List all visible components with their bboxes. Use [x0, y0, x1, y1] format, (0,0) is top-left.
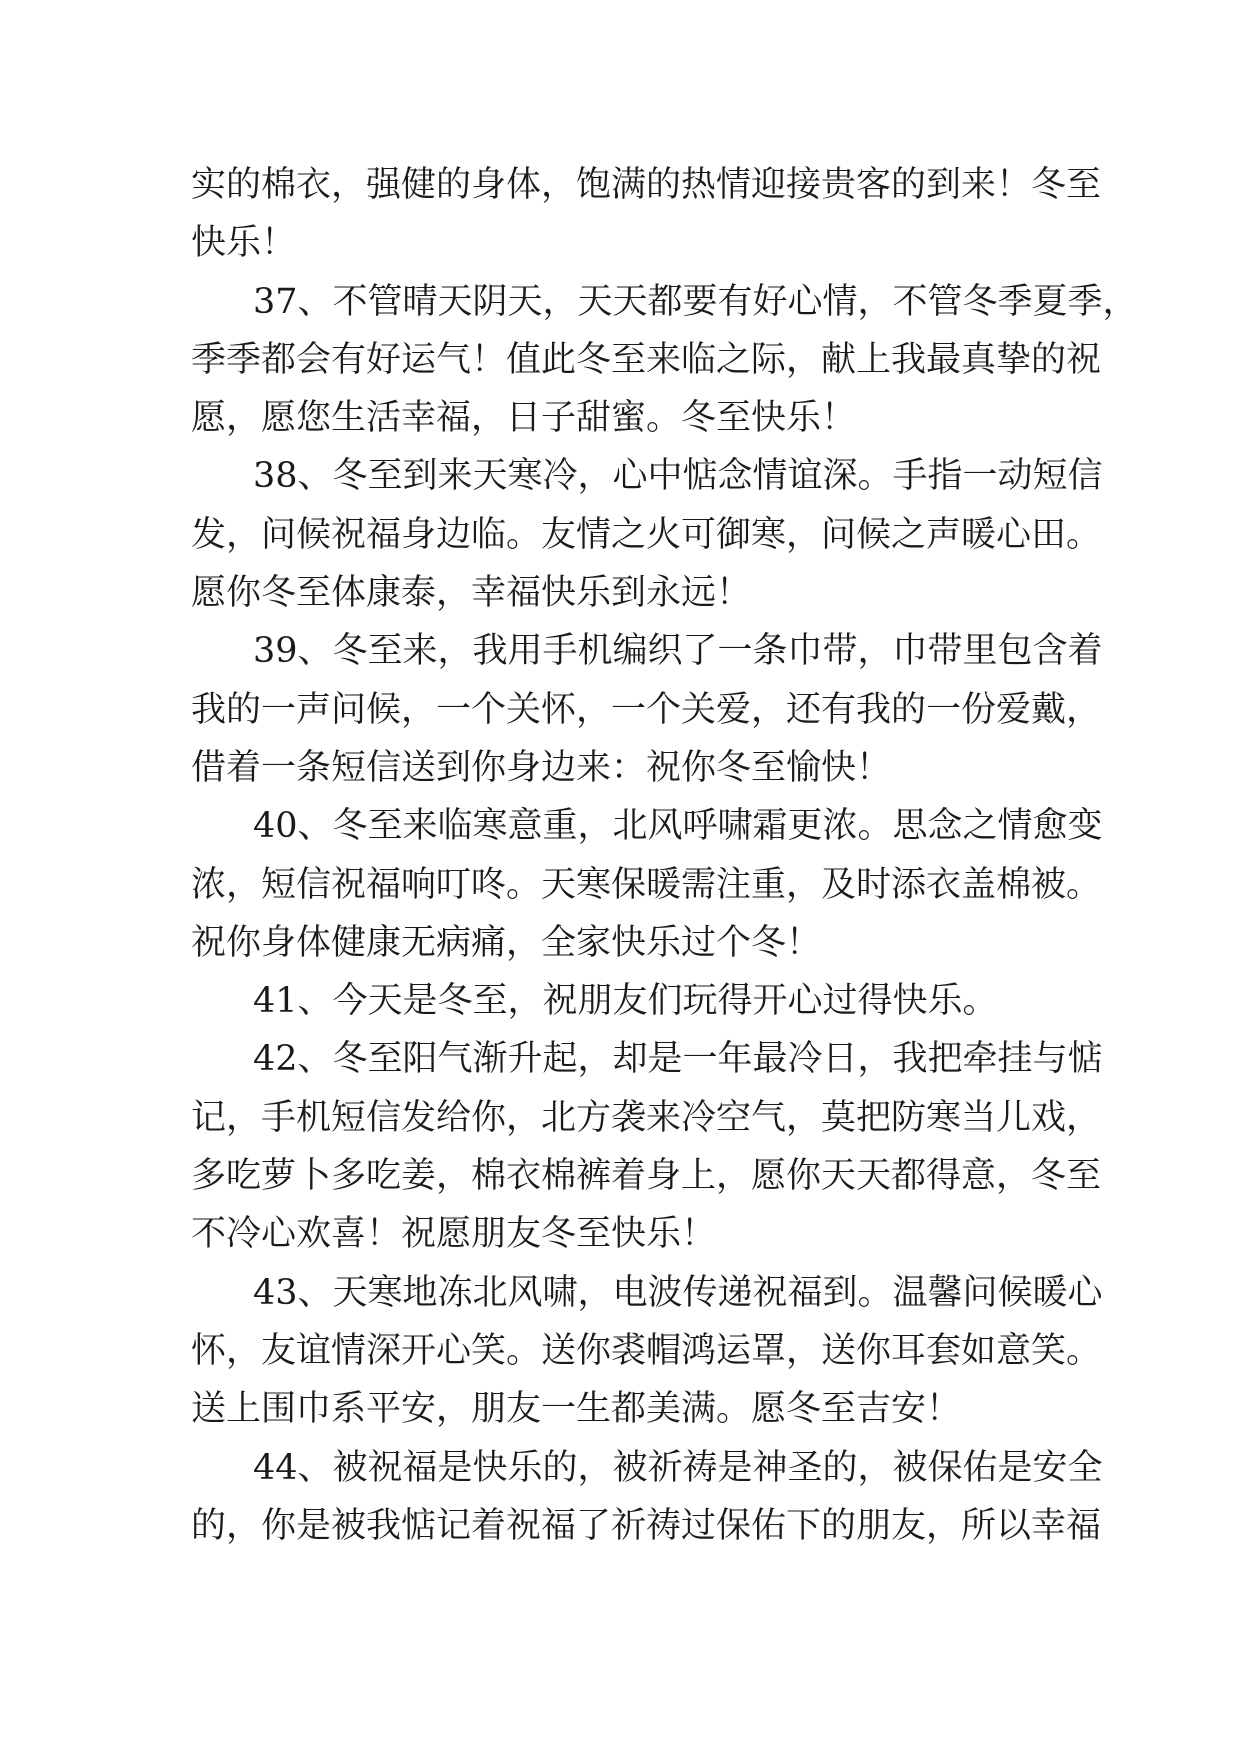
- paragraph-44-start: 44、被祝福是快乐的，被祈祷是神圣的，被保佑是安全: [253, 1447, 1103, 1488]
- body-text: [191, 156, 1138, 1555]
- text-line: 愿，愿您生活幸福，日子甜蜜。冬至快乐！: [191, 398, 857, 439]
- paragraph-41: 41、今天是冬至，祝朋友们玩得开心过得快乐。: [253, 981, 998, 1022]
- text-line: 不冷心欢喜！祝愿朋友冬至快乐！: [191, 1214, 717, 1255]
- text-line: 记，手机短信发给你，北方袭来冷空气，莫把防寒当儿戏，: [191, 1097, 1102, 1138]
- paragraph-39-start: 39、冬至来，我用手机编织了一条巾带，巾带里包含着: [253, 631, 1103, 672]
- text-line: 怀，友谊情深开心笑。送你裘帽鸿运罩，送你耳套如意笑。: [191, 1330, 1102, 1371]
- text-line: 我的一声问候，一个关怀，一个关爱，还有我的一份爱戴，: [191, 689, 1102, 730]
- text-line: 祝你身体健康无病痛，全家快乐过个冬！: [191, 922, 822, 963]
- text-line: 发，问候祝福身边临。友情之火可御寒，问候之声暖心田。: [191, 514, 1102, 555]
- text-line: 快乐！: [191, 223, 297, 264]
- text-line: 浓，短信祝福响叮咚。天寒保暖需注重，及时添衣盖棉被。: [191, 864, 1102, 905]
- paragraph-42-start: 42、冬至阳气渐升起，却是一年最冷日，我把牵挂与惦: [253, 1039, 1103, 1080]
- text-line: 愿你冬至体康泰，幸福快乐到永远！: [191, 573, 752, 614]
- text-line: 的，你是被我惦记着祝福了祈祷过保佑下的朋友，所以幸福: [191, 1505, 1102, 1546]
- text-line: 送上围巾系平安，朋友一生都美满。愿冬至吉安！: [191, 1389, 962, 1430]
- paragraph-38-start: 38、冬至到来天寒冷，心中惦念情谊深。手指一动短信: [253, 456, 1103, 497]
- text-line: 借着一条短信送到你身边来：祝你冬至愉快！: [191, 747, 892, 788]
- text-line: 季季都会有好运气！值此冬至来临之际，献上我最真挚的祝: [191, 339, 1102, 380]
- paragraph-43-start: 43、天寒地冻北风啸，电波传递祝福到。温馨问候暖心: [253, 1272, 1103, 1313]
- text-line: 实的棉衣，强健的身体，饱满的热情迎接贵客的到来！冬至: [191, 165, 1102, 205]
- text-line: 多吃萝卜多吃姜，棉衣棉裤着身上，愿你天天都得意，冬至: [191, 1156, 1102, 1197]
- paragraph-37-start: 37、不管晴天阴天，天天都要有好心情，不管冬季夏季，: [253, 281, 1138, 322]
- paragraph-40-start: 40、冬至来临寒意重，北风呼啸霜更浓。思念之情愈变: [253, 806, 1103, 847]
